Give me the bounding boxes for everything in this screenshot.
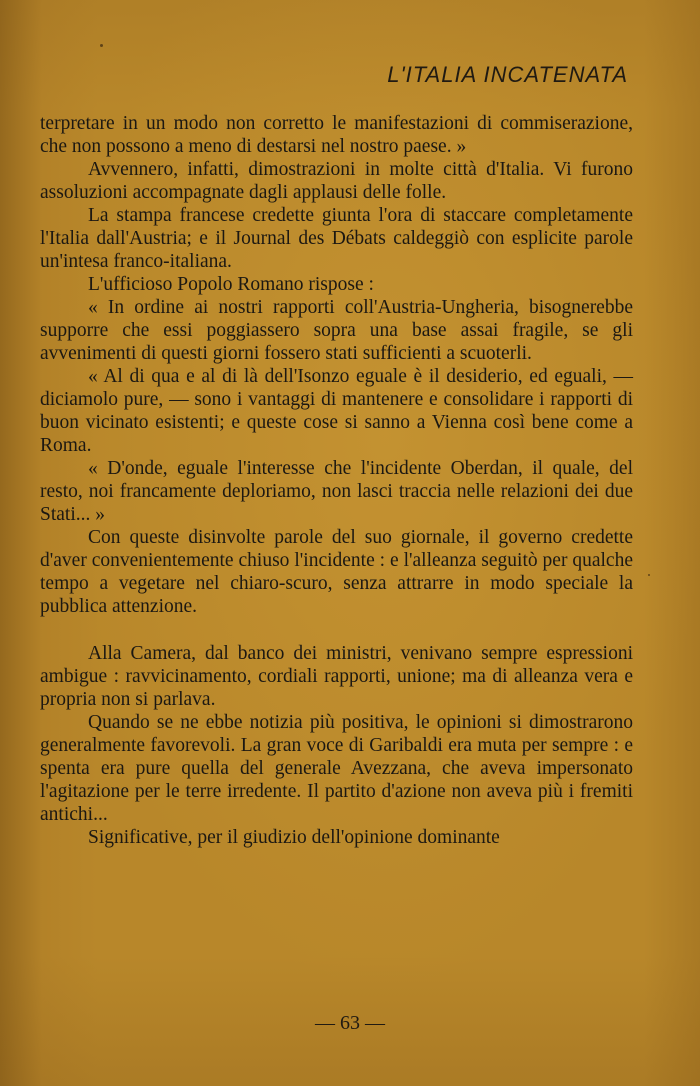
paper-speck (100, 44, 103, 47)
body-text (40, 112, 633, 849)
page-number: — 63 — (315, 1012, 385, 1034)
running-title: L'ITALIA INCATENATA (387, 62, 628, 87)
quote-paragraph: « In ordine ai nostri rapporti coll'Austria-Ungheria, bisognerebbe supporre che essi poggiassero sopra una base assai fragile, se gli avvenimenti di questi giorni fossero stati sufficienti a scuoterli. (40, 297, 633, 364)
paragraph: Alla Camera, dal banco dei ministri, venivano sempre espressioni ambigue : ravvicinamento, cordiali rapporti, unione; ma di alleanza vera e propria non si parlava. (40, 643, 633, 710)
paragraph: Quando se ne ebbe notizia più positiva, le opinioni si dimostrarono generalmente favorevoli. La gran voce di Garibaldi era muta per sempre : e spenta era pure quella del generale Avezzana, che aveva impersonato l'agitazione per le terre irredente. Il partito d'azione non aveva più i fremiti antichi... (40, 712, 633, 825)
paragraph: Significative, per il giudizio dell'opinione dominante (88, 827, 500, 848)
paragraph: Con queste disinvolte parole del suo giornale, il governo credette d'aver convenientemente chiuso l'incidente : e l'alleanza seguitò per qualche tempo a vegetare nel chiaro-scuro, senza attrarre in modo speciale la pubblica attenzione. (40, 527, 633, 617)
quote-paragraph: « Al di qua e al di là dell'Isonzo eguale è il desiderio, ed eguali, — diciamolo pure, — sono i vantaggi di mantenere e consolidare i rapporti di buon vicinato esistenti; e queste cose si sanno a Vienna così bene come a Roma. (40, 366, 633, 456)
quote-paragraph: « D'onde, eguale l'interesse che l'incidente Oberdan, il quale, del resto, noi francamente deploriamo, non lasci traccia nelle relazioni dei due Stati... » (40, 458, 633, 525)
paragraph: La stampa francese credette giunta l'ora di staccare completamente l'Italia dall'Austria; e il Journal des Débats caldeggiò con esplicite parole un'intesa franco-italiana. (40, 205, 633, 272)
paragraph: Avvennero, infatti, dimostrazioni in molte città d'Italia. Vi furono assoluzioni accompagnate dagli applausi delle folle. (40, 159, 633, 203)
paragraph-continuation: terpretare in un modo non corretto le manifestazioni di commiserazione, che non possono a meno di destarsi nel nostro paese. » (40, 113, 633, 157)
paragraph: L'ufficioso Popolo Romano rispose : (88, 274, 374, 295)
paper-speck (648, 574, 650, 576)
